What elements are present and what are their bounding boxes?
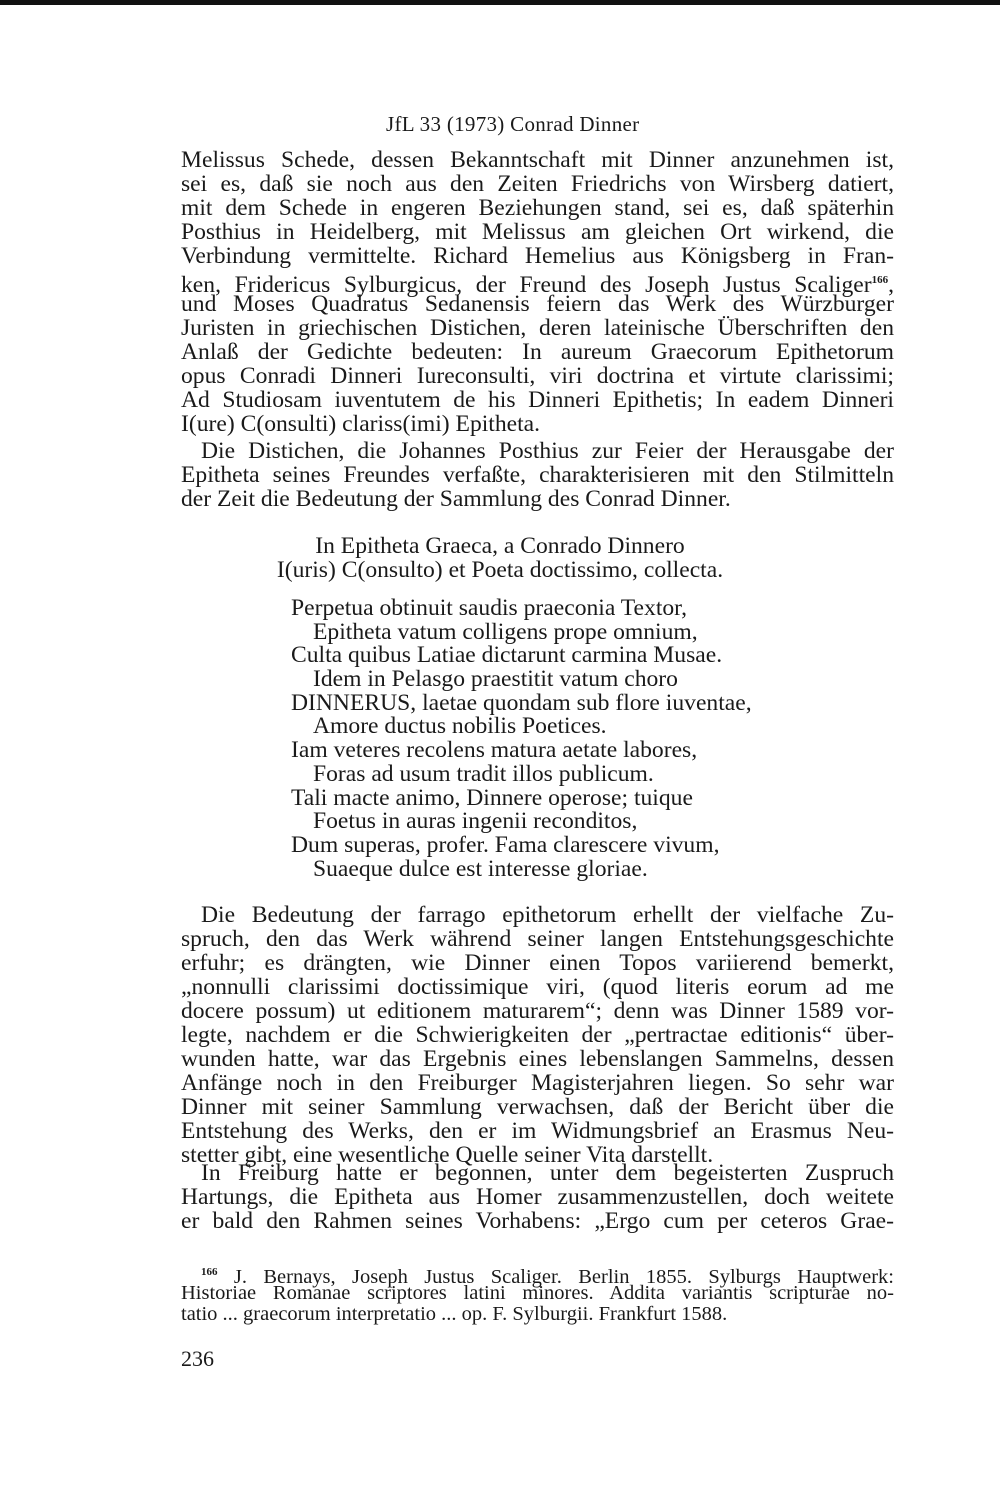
text-line: docere possum) ut editionem maturarem“; denn was Dinner 1589 vor- [181,998,894,1024]
paragraph-4 [181,1161,894,1233]
paragraph-3 [181,903,894,1167]
text-line: Anlaß der Gedichte bedeuten: In aureum Graecorum Epithetorum [181,339,894,365]
text-line: mit dem Schede in engeren Beziehungen stand, sei es, daß späterhin [181,195,894,221]
text-line: Entstehung des Werks, den er im Widmungsbrief an Erasmus Neu- [181,1118,894,1144]
text-line: In Freiburg hatte er begonnen, unter dem begeisterten Zuspruch [201,1160,894,1186]
poem-verse: Tali macte animo, Dinnere operose; tuique [291,784,693,811]
footnote-line: tatio ... graecorum interpretatio ... op. F. Sylburgii. Frankfurt 1588. [181,1303,728,1325]
text-line: Die Distichen, die Johannes Posthius zur Feier der Herausgabe der [201,438,894,464]
text-line: „nonnulli clarissimi doctissimique viri, (quod literis eorum ad me [181,974,894,1000]
text-line: Verbindung vermittelte. Richard Hemelius aus Königsberg in Fran- [181,243,894,269]
text-line: I(ure) C(onsulti) clariss(imi) Epitheta. [181,411,541,437]
poem-verse: Suaeque dulce est interesse gloriae. [313,855,648,882]
text-line: spruch, den das Werk während seiner langen Entstehungsgeschichte [181,926,894,952]
poem-verse: Perpetua obtinuit saudis praeconia Textor, [291,595,687,621]
text-line: der Zeit die Bedeutung der Sammlung des Conrad Dinner. [181,486,731,512]
poem-title [0,534,1000,582]
text-line: Melissus Schede, dessen Bekanntschaft mit Dinner anzunehmen ist, [181,147,894,173]
text-line: Epitheta seines Freundes verfaßte, charakterisieren mit den Stilmitteln [181,462,894,488]
paragraph-1 [181,148,894,436]
text-line: Hartungs, die Epitheta aus Homer zusammenzustellen, doch weitete [181,1184,894,1210]
text-line-with-footnote-ref [181,268,894,298]
footnote-line: Historiae Romanae scriptores latini minores. Addita variantis scripturae no- [181,1282,894,1304]
poem-verse: Dum superas, profer. Fama clarescere vivum, [291,831,720,858]
page-number: 236 [181,1346,214,1371]
text-line: Anfänge noch in den Freiburger Magisterjahren liegen. So sehr war [181,1070,894,1096]
text-line: opus Conradi Dinneri Iureconsulti, viri doctrina et virtute clarissimi; [181,363,894,389]
footnote-line [181,1262,894,1288]
footnote-text: J. Bernays, Joseph Justus Scaliger. Berlin 1855. Sylburgs Hauptwerk: [233,1265,894,1288]
poem-verse: Foetus in auras ingenii reconditos, [313,808,638,835]
poem-verse: Iam veteres recolens matura aetate labores, [291,737,698,764]
poem-verse: Amore ductus nobilis Poetices. [313,713,607,740]
text-line: erfuhr; es drängten, wie Dinner einen Topos variierend bemerkt, [181,950,894,976]
footnote-number: 166 [201,1266,218,1278]
text-line: stetter gibt, eine wesentliche Quelle seiner Vita darstellt. [181,1142,714,1168]
text-line: er bald den Rahmen seines Vorhabens: „Ergo cum per ceteros Grae- [181,1208,894,1234]
paragraph-2 [181,439,894,511]
poem [291,597,811,881]
footnote-reference[interactable]: 166 [871,274,889,286]
text-line: Ad Studiosam iuventutem de his Dinneri Epithetis; In eadem Dinneri [181,387,894,413]
text-line: Dinner mit seiner Sammlung verwachsen, daß der Bericht über die [181,1094,894,1120]
footnote-reference-suffix: , [888,271,894,298]
poem-verse: DINNERUS, laetae quondam sub flore iuventae, [291,689,752,716]
text-line: und Moses Quadratus Sedanensis feiern das Werk des Würzburger [181,291,894,317]
text-line: legte, nachdem er die Schwierigkeiten der „pertractae editionis“ über- [181,1022,894,1048]
text-line: Posthius in Heidelberg, mit Melissus am gleichen Ort wirkend, die [181,219,894,245]
text-line: sei es, daß sie noch aus den Zeiten Friedrichs von Wirsberg datiert, [181,171,894,197]
text-line: ken, Fridericus Sylburgicus, der Freund des Joseph Justus Scaliger [181,271,872,298]
text-line: wunden hatte, war das Ergebnis eines lebenslangen Sammelns, dessen [181,1046,894,1072]
text-line: Die Bedeutung der farrago epithetorum erhellt der vielfache Zu- [201,902,894,928]
text-line: Juristen in griechischen Distichen, deren lateinische Überschriften den [181,315,894,341]
poem-verse: Idem in Pelasgo praestitit vatum choro [313,666,678,693]
footnote-166 [181,1262,894,1325]
poem-verse: Epitheta vatum colligens prope omnium, [313,618,698,645]
poem-verse: Foras ad usum tradit illos publicum. [313,760,654,787]
poem-title-line: I(uris) C(onsulto) et Poeta doctissimo, collecta. [276,557,724,583]
poem-title-line: In Epitheta Graeca, a Conrado Dinnero [315,533,685,559]
page-top-border [0,0,1000,5]
poem-verse: Culta quibus Latiae dictarunt carmina Musae. [291,642,723,669]
running-head-text: JfL 33 (1973) Conrad Dinner [386,112,640,136]
